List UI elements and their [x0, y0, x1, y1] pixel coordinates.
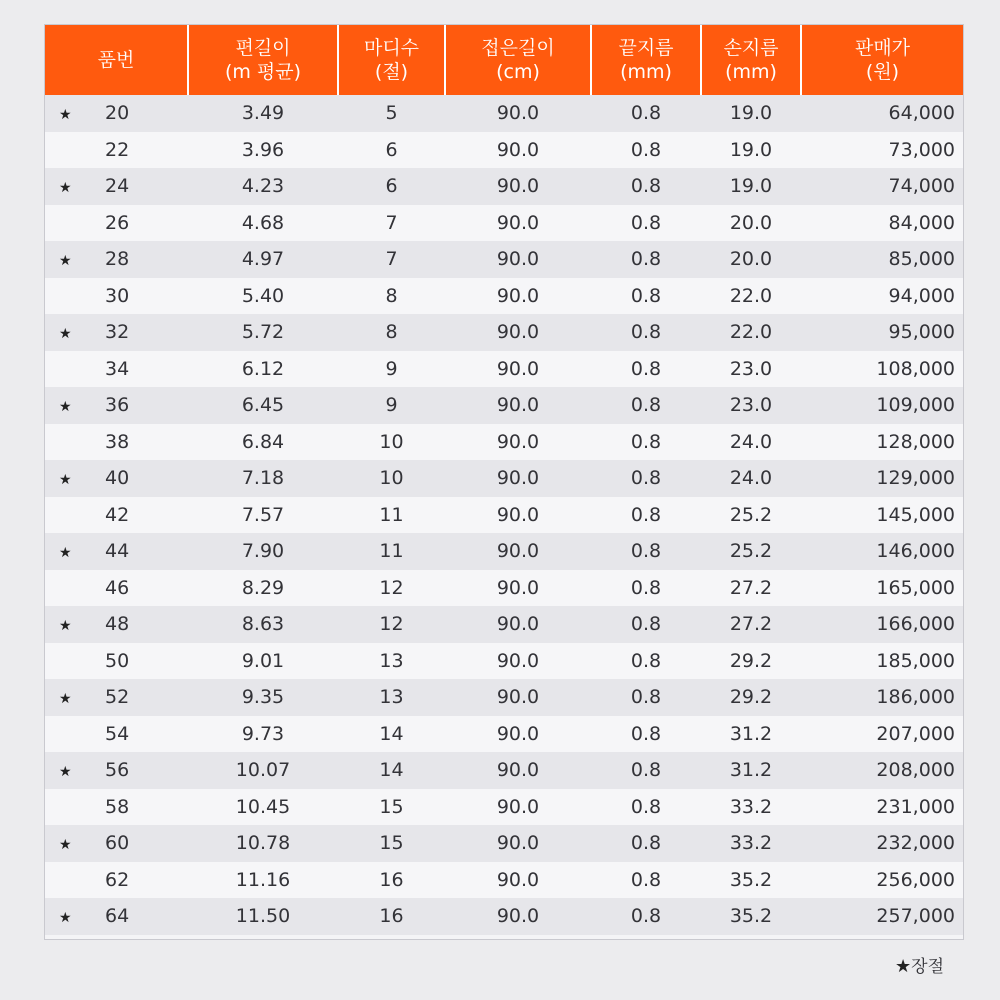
- table-row: [45, 716, 963, 753]
- cell-sections: 6: [385, 175, 398, 198]
- star-icon: ★: [59, 472, 72, 489]
- cell-folded-length: 90.0: [496, 759, 540, 782]
- cell-length: 6.84: [241, 430, 285, 453]
- cell-tip-diameter: 0.8: [630, 357, 662, 380]
- cell-code: [45, 716, 188, 753]
- cell-price: 73,000: [888, 138, 955, 161]
- cell-sections: 8: [385, 284, 398, 307]
- cell-code: [45, 752, 188, 789]
- cell-folded-length: 90.0: [496, 467, 540, 490]
- cell-length: 11.50: [235, 905, 291, 928]
- code-number: 34: [105, 357, 130, 380]
- cell-length: 4.97: [241, 248, 285, 271]
- table-body: [45, 95, 963, 935]
- cell-length: 7.18: [241, 467, 285, 490]
- cell-price: 95,000: [888, 321, 955, 344]
- cell-folded-length: 90.0: [496, 430, 540, 453]
- cell-code: [45, 643, 188, 680]
- header-row: [45, 25, 963, 95]
- cell-length: 6.45: [241, 394, 285, 417]
- header-butt-diameter: 손지름 (mm): [701, 25, 801, 95]
- cell-folded-length: 90.0: [496, 686, 540, 709]
- cell-length: 10.07: [235, 759, 291, 782]
- table-row: [45, 351, 963, 388]
- table-row: [45, 278, 963, 315]
- cell-tip-diameter: 0.8: [630, 576, 662, 599]
- table-row: [45, 752, 963, 789]
- cell-sections: 15: [379, 795, 404, 818]
- cell-code: [45, 570, 188, 607]
- cell-length: 7.90: [241, 540, 285, 563]
- cell-butt-diameter: 29.2: [729, 649, 773, 672]
- cell-price: 257,000: [876, 905, 955, 928]
- cell-price: 207,000: [876, 722, 955, 745]
- cell-length: 9.01: [241, 649, 285, 672]
- cell-price: 256,000: [876, 868, 955, 891]
- cell-sections: 6: [385, 138, 398, 161]
- cell-folded-length: 90.0: [496, 795, 540, 818]
- cell-tip-diameter: 0.8: [630, 284, 662, 307]
- cell-folded-length: 90.0: [496, 357, 540, 380]
- cell-length: 6.12: [241, 357, 285, 380]
- cell-price: 84,000: [888, 211, 955, 234]
- cell-sections: 9: [385, 394, 398, 417]
- cell-code: [45, 424, 188, 461]
- cell-length: 4.68: [241, 211, 285, 234]
- cell-sections: 12: [379, 576, 404, 599]
- cell-code: [45, 679, 188, 716]
- cell-code: [45, 789, 188, 826]
- cell-length: 5.72: [241, 321, 285, 344]
- star-icon: ★: [59, 837, 72, 854]
- cell-code: [45, 314, 188, 351]
- cell-folded-length: 90.0: [496, 321, 540, 344]
- star-icon: ★: [895, 956, 912, 977]
- cell-code: [45, 278, 188, 315]
- cell-butt-diameter: 31.2: [729, 759, 773, 782]
- cell-folded-length: 90.0: [496, 102, 540, 125]
- cell-price: 94,000: [888, 284, 955, 307]
- code-number: 26: [105, 211, 130, 234]
- cell-sections: 13: [379, 649, 404, 672]
- table-row: [45, 95, 963, 132]
- cell-butt-diameter: 19.0: [729, 102, 773, 125]
- cell-sections: 16: [379, 868, 404, 891]
- code-number: 44: [105, 540, 130, 563]
- cell-code: [45, 497, 188, 534]
- cell-price: 232,000: [876, 832, 955, 855]
- cell-code: [45, 606, 188, 643]
- cell-sections: 10: [379, 430, 404, 453]
- spec-table-frame: [44, 24, 964, 940]
- cell-folded-length: 90.0: [496, 832, 540, 855]
- cell-code: [45, 205, 188, 242]
- code-number: 52: [105, 686, 130, 709]
- code-number: 42: [105, 503, 130, 526]
- cell-butt-diameter: 20.0: [729, 211, 773, 234]
- code-number: 32: [105, 321, 130, 344]
- star-icon: ★: [59, 545, 72, 562]
- cell-sections: 11: [379, 503, 404, 526]
- code-number: 30: [105, 284, 130, 307]
- cell-butt-diameter: 19.0: [729, 175, 773, 198]
- cell-butt-diameter: 24.0: [729, 467, 773, 490]
- cell-price: 231,000: [876, 795, 955, 818]
- cell-sections: 16: [379, 905, 404, 928]
- table-row: [45, 533, 963, 570]
- code-number: 56: [105, 759, 130, 782]
- star-icon: ★: [59, 180, 72, 197]
- cell-butt-diameter: 23.0: [729, 394, 773, 417]
- cell-length: 4.23: [241, 175, 285, 198]
- cell-folded-length: 90.0: [496, 540, 540, 563]
- cell-tip-diameter: 0.8: [630, 175, 662, 198]
- cell-folded-length: 90.0: [496, 138, 540, 161]
- cell-price: 208,000: [876, 759, 955, 782]
- cell-code: [45, 132, 188, 169]
- cell-tip-diameter: 0.8: [630, 832, 662, 855]
- code-number: 62: [105, 868, 130, 891]
- cell-tip-diameter: 0.8: [630, 430, 662, 453]
- code-number: 54: [105, 722, 130, 745]
- cell-sections: 8: [385, 321, 398, 344]
- star-icon: ★: [59, 764, 72, 781]
- cell-butt-diameter: 25.2: [729, 503, 773, 526]
- legend-text: 장절: [911, 957, 944, 977]
- cell-code: [45, 241, 188, 278]
- cell-code: [45, 168, 188, 205]
- cell-butt-diameter: 19.0: [729, 138, 773, 161]
- cell-length: 11.16: [235, 868, 291, 891]
- cell-sections: 7: [385, 248, 398, 271]
- cell-sections: 5: [385, 102, 398, 125]
- cell-code: [45, 533, 188, 570]
- cell-tip-diameter: 0.8: [630, 503, 662, 526]
- cell-length: 10.45: [235, 795, 291, 818]
- star-icon: ★: [59, 691, 72, 708]
- code-number: 22: [105, 138, 130, 161]
- cell-sections: 12: [379, 613, 404, 636]
- cell-code: [45, 825, 188, 862]
- table-row: [45, 168, 963, 205]
- cell-price: 129,000: [876, 467, 955, 490]
- table-row: [45, 789, 963, 826]
- cell-folded-length: 90.0: [496, 503, 540, 526]
- table-row: [45, 205, 963, 242]
- table-row: [45, 460, 963, 497]
- cell-price: 108,000: [876, 357, 955, 380]
- cell-length: 3.96: [241, 138, 285, 161]
- cell-folded-length: 90.0: [496, 576, 540, 599]
- cell-sections: 15: [379, 832, 404, 855]
- cell-tip-diameter: 0.8: [630, 102, 662, 125]
- table-row: [45, 643, 963, 680]
- table-row: [45, 679, 963, 716]
- cell-price: 85,000: [888, 248, 955, 271]
- cell-butt-diameter: 31.2: [729, 722, 773, 745]
- cell-length: 10.78: [235, 832, 291, 855]
- cell-folded-length: 90.0: [496, 394, 540, 417]
- cell-code: [45, 351, 188, 388]
- cell-tip-diameter: 0.8: [630, 722, 662, 745]
- cell-price: 145,000: [876, 503, 955, 526]
- cell-price: 64,000: [888, 102, 955, 125]
- cell-price: 185,000: [876, 649, 955, 672]
- cell-code: [45, 898, 188, 935]
- code-number: 58: [105, 795, 130, 818]
- cell-length: 5.40: [241, 284, 285, 307]
- cell-tip-diameter: 0.8: [630, 211, 662, 234]
- table-row: [45, 314, 963, 351]
- cell-folded-length: 90.0: [496, 722, 540, 745]
- cell-sections: 11: [379, 540, 404, 563]
- cell-butt-diameter: 29.2: [729, 686, 773, 709]
- cell-folded-length: 90.0: [496, 284, 540, 307]
- cell-tip-diameter: 0.8: [630, 795, 662, 818]
- cell-butt-diameter: 35.2: [729, 905, 773, 928]
- cell-code: [45, 387, 188, 424]
- table-row: [45, 132, 963, 169]
- header-tip-diameter: 끝지름 (mm): [591, 25, 701, 95]
- cell-length: 9.73: [241, 722, 285, 745]
- cell-price: 109,000: [876, 394, 955, 417]
- cell-butt-diameter: 27.2: [729, 576, 773, 599]
- code-number: 24: [105, 175, 130, 198]
- star-icon: ★: [59, 107, 72, 124]
- cell-length: 3.49: [241, 102, 285, 125]
- spec-table: [45, 25, 963, 935]
- cell-price: 146,000: [876, 540, 955, 563]
- header-folded-length: 접은길이 (cm): [445, 25, 591, 95]
- star-icon: ★: [59, 618, 72, 635]
- cell-sections: 14: [379, 759, 404, 782]
- cell-price: 186,000: [876, 686, 955, 709]
- cell-butt-diameter: 33.2: [729, 832, 773, 855]
- table-row: [45, 606, 963, 643]
- cell-price: 74,000: [888, 175, 955, 198]
- cell-butt-diameter: 22.0: [729, 321, 773, 344]
- cell-tip-diameter: 0.8: [630, 540, 662, 563]
- star-icon: ★: [59, 910, 72, 927]
- code-number: 36: [105, 394, 130, 417]
- header-price: 판매가 (원): [801, 25, 963, 95]
- cell-folded-length: 90.0: [496, 868, 540, 891]
- cell-folded-length: 90.0: [496, 613, 540, 636]
- cell-folded-length: 90.0: [496, 248, 540, 271]
- table-row: [45, 570, 963, 607]
- star-icon: ★: [59, 253, 72, 270]
- cell-folded-length: 90.0: [496, 175, 540, 198]
- code-number: 40: [105, 467, 130, 490]
- code-number: 46: [105, 576, 130, 599]
- cell-tip-diameter: 0.8: [630, 686, 662, 709]
- cell-length: 8.63: [241, 613, 285, 636]
- cell-tip-diameter: 0.8: [630, 905, 662, 928]
- cell-length: 8.29: [241, 576, 285, 599]
- cell-tip-diameter: 0.8: [630, 649, 662, 672]
- legend-note: [895, 952, 944, 977]
- cell-code: [45, 460, 188, 497]
- cell-butt-diameter: 25.2: [729, 540, 773, 563]
- cell-price: 166,000: [876, 613, 955, 636]
- cell-butt-diameter: 20.0: [729, 248, 773, 271]
- cell-tip-diameter: 0.8: [630, 868, 662, 891]
- cell-length: 9.35: [241, 686, 285, 709]
- star-icon: ★: [59, 399, 72, 416]
- code-number: 20: [105, 102, 130, 125]
- cell-price: 165,000: [876, 576, 955, 599]
- cell-tip-diameter: 0.8: [630, 759, 662, 782]
- cell-code: [45, 862, 188, 899]
- table-row: [45, 898, 963, 935]
- cell-sections: 7: [385, 211, 398, 234]
- cell-tip-diameter: 0.8: [630, 321, 662, 344]
- cell-tip-diameter: 0.8: [630, 613, 662, 636]
- cell-folded-length: 90.0: [496, 905, 540, 928]
- cell-sections: 9: [385, 357, 398, 380]
- cell-price: 128,000: [876, 430, 955, 453]
- header-code: 품번: [45, 25, 188, 95]
- cell-sections: 13: [379, 686, 404, 709]
- cell-butt-diameter: 22.0: [729, 284, 773, 307]
- table-row: [45, 862, 963, 899]
- code-number: 28: [105, 248, 130, 271]
- table-row: [45, 241, 963, 278]
- header-sections: 마디수 (절): [338, 25, 445, 95]
- cell-tip-diameter: 0.8: [630, 138, 662, 161]
- cell-code: [45, 95, 188, 132]
- table-row: [45, 497, 963, 534]
- cell-butt-diameter: 23.0: [729, 357, 773, 380]
- cell-sections: 10: [379, 467, 404, 490]
- cell-sections: 14: [379, 722, 404, 745]
- cell-butt-diameter: 27.2: [729, 613, 773, 636]
- code-number: 60: [105, 832, 130, 855]
- cell-folded-length: 90.0: [496, 211, 540, 234]
- header-length: 편길이 (m 평균): [188, 25, 338, 95]
- star-icon: ★: [59, 326, 72, 343]
- code-number: 48: [105, 613, 130, 636]
- cell-butt-diameter: 24.0: [729, 430, 773, 453]
- cell-tip-diameter: 0.8: [630, 248, 662, 271]
- table-row: [45, 825, 963, 862]
- code-number: 38: [105, 430, 130, 453]
- code-number: 50: [105, 649, 130, 672]
- code-number: 64: [105, 905, 130, 928]
- cell-tip-diameter: 0.8: [630, 467, 662, 490]
- cell-butt-diameter: 33.2: [729, 795, 773, 818]
- cell-butt-diameter: 35.2: [729, 868, 773, 891]
- cell-folded-length: 90.0: [496, 649, 540, 672]
- cell-length: 7.57: [241, 503, 285, 526]
- table-row: [45, 387, 963, 424]
- table-row: [45, 424, 963, 461]
- cell-tip-diameter: 0.8: [630, 394, 662, 417]
